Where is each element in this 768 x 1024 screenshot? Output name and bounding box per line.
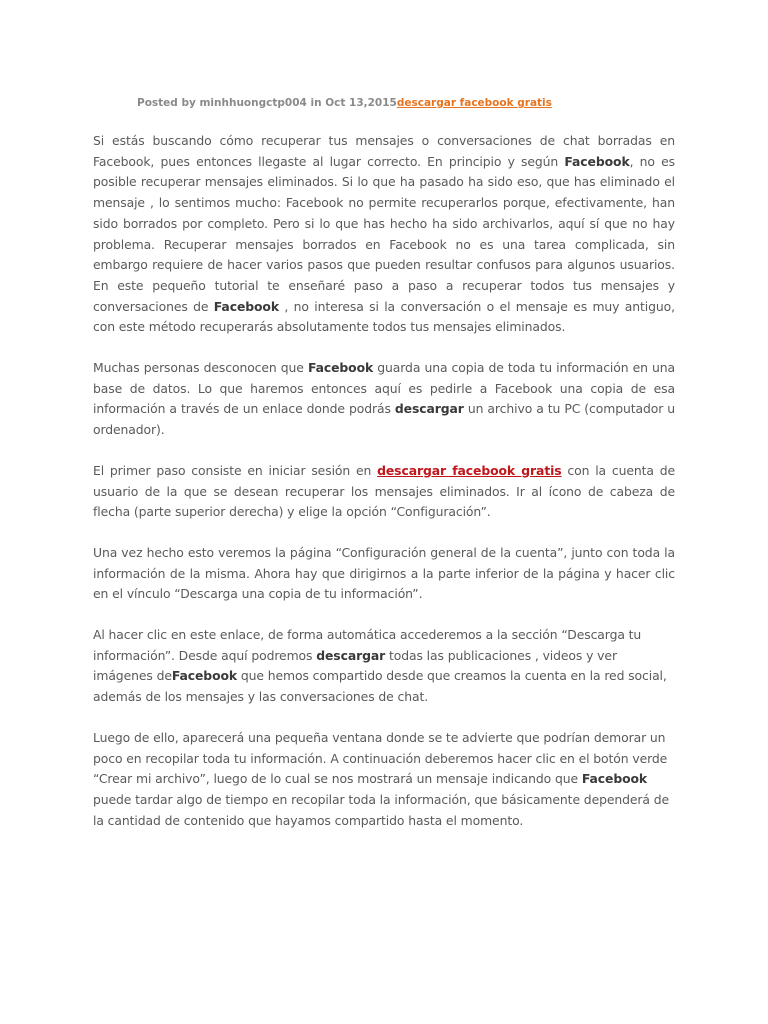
paragraph-1: [93, 131, 675, 338]
paragraph-6: [93, 728, 675, 832]
p4-text-1: Una vez hecho esto veremos la página “Configuración general de la cuenta”, junto con toda la información de la misma. Ahora hay que dirigirnos a la parte inferior de la página y hacer clic en el vínculo “Descarga una copia de tu información”.: [93, 544, 675, 602]
p5-text-2: todas las publicaciones , videos y ver imágenes de: [93, 647, 617, 684]
p2-text-3: un archivo a tu PC (computador u ordenador).: [93, 401, 676, 438]
p6-bold-facebook: Facebook: [581, 771, 648, 787]
p1-bold-facebook-2: Facebook: [213, 298, 279, 314]
p1-text-1: Si estás buscando cómo recuperar tus mensajes o conversaciones de chat borradas en Facebook, pues entonces llegaste al lugar correcto. En principio y según: [93, 133, 675, 169]
p5-text-3: que hemos compartido desde que creamos la cuenta en la red social, además de los mensajes y las conversaciones de chat.: [93, 668, 667, 705]
post-byline: [137, 97, 552, 109]
p5-text-1: Al hacer clic en este enlace, de forma automática accederemos a la sección “Descarga tu información”. Desde aquí podremos: [93, 627, 642, 663]
paragraph-4: [93, 543, 675, 605]
p6-text-1: Luego de ello, aparecerá una pequeña ventana donde se te advierte que podrían demorar un poco en recopilar toda tu información. A continuación deberemos hacer clic en el botón verde “Crear mi archivo”, luego de lo cual se nos mostrará un mensaje indicando que: [93, 729, 668, 787]
p1-text-3: , no interesa si la conversación o el mensaje es muy antiguo, con este método recuperarás absolutamente todos tus mensajes eliminados.: [93, 298, 675, 335]
paragraph-5: [93, 625, 675, 708]
paragraph-2: [93, 358, 675, 441]
p3-download-link[interactable]: descargar facebook gratis: [377, 462, 562, 478]
p6-text-2: puede tardar algo de tiempo en recopilar toda la información, que básicamente dependerá de la cantidad de contenido que hayamos compartido hasta el momento.: [93, 791, 670, 828]
byline-text: Posted by minhhuongctp004 in Oct 13,2015: [137, 97, 397, 109]
p1-bold-facebook-1: Facebook: [564, 153, 630, 169]
p3-text-2: con la cuenta de usuario de la que se desean recuperar los mensajes eliminados. Ir al ícono de cabeza de flecha (parte superior derecha) y elige la opción “Configuración”.: [93, 462, 676, 520]
p2-bold-descargar: descargar: [394, 401, 464, 417]
paragraph-3: [93, 461, 675, 523]
byline-tag-link[interactable]: descargar facebook gratis: [396, 97, 552, 109]
p1-text-2: , no es posible recuperar mensajes eliminados. Si lo que ha pasado ha sido eso, que has eliminado el mensaje , lo sentimos mucho: Facebook no permite recuperarlos porque, efectivamente, han sido borrados por completo. Pero si lo que has hecho ha sido archivarlos, aquí sí que no hay problema. Recuperar mensajes borrados en Facebook no es una tarea complicada, sin embargo requiere de hacer varios pasos que pueden resultar confusos para algunos usuarios. En este pequeño tutorial te enseñaré paso a paso a recuperar todos tus mensajes y conversaciones de: [93, 153, 675, 314]
p5-bold-descargar: descargar: [316, 647, 386, 663]
p2-bold-facebook: Facebook: [307, 360, 374, 376]
article-body: [93, 131, 675, 851]
p2-text-2: guarda una copia de toda tu información en una base de datos. Lo que haremos entonces aquí es pedirle a Facebook una copia de esa información a través de un enlace donde podrás: [93, 360, 676, 417]
p5-bold-facebook: Facebook: [171, 668, 238, 684]
p3-text-1: El primer paso consiste en iniciar sesión en: [93, 462, 378, 478]
p2-text-1: Muchas personas desconocen que: [93, 360, 308, 376]
